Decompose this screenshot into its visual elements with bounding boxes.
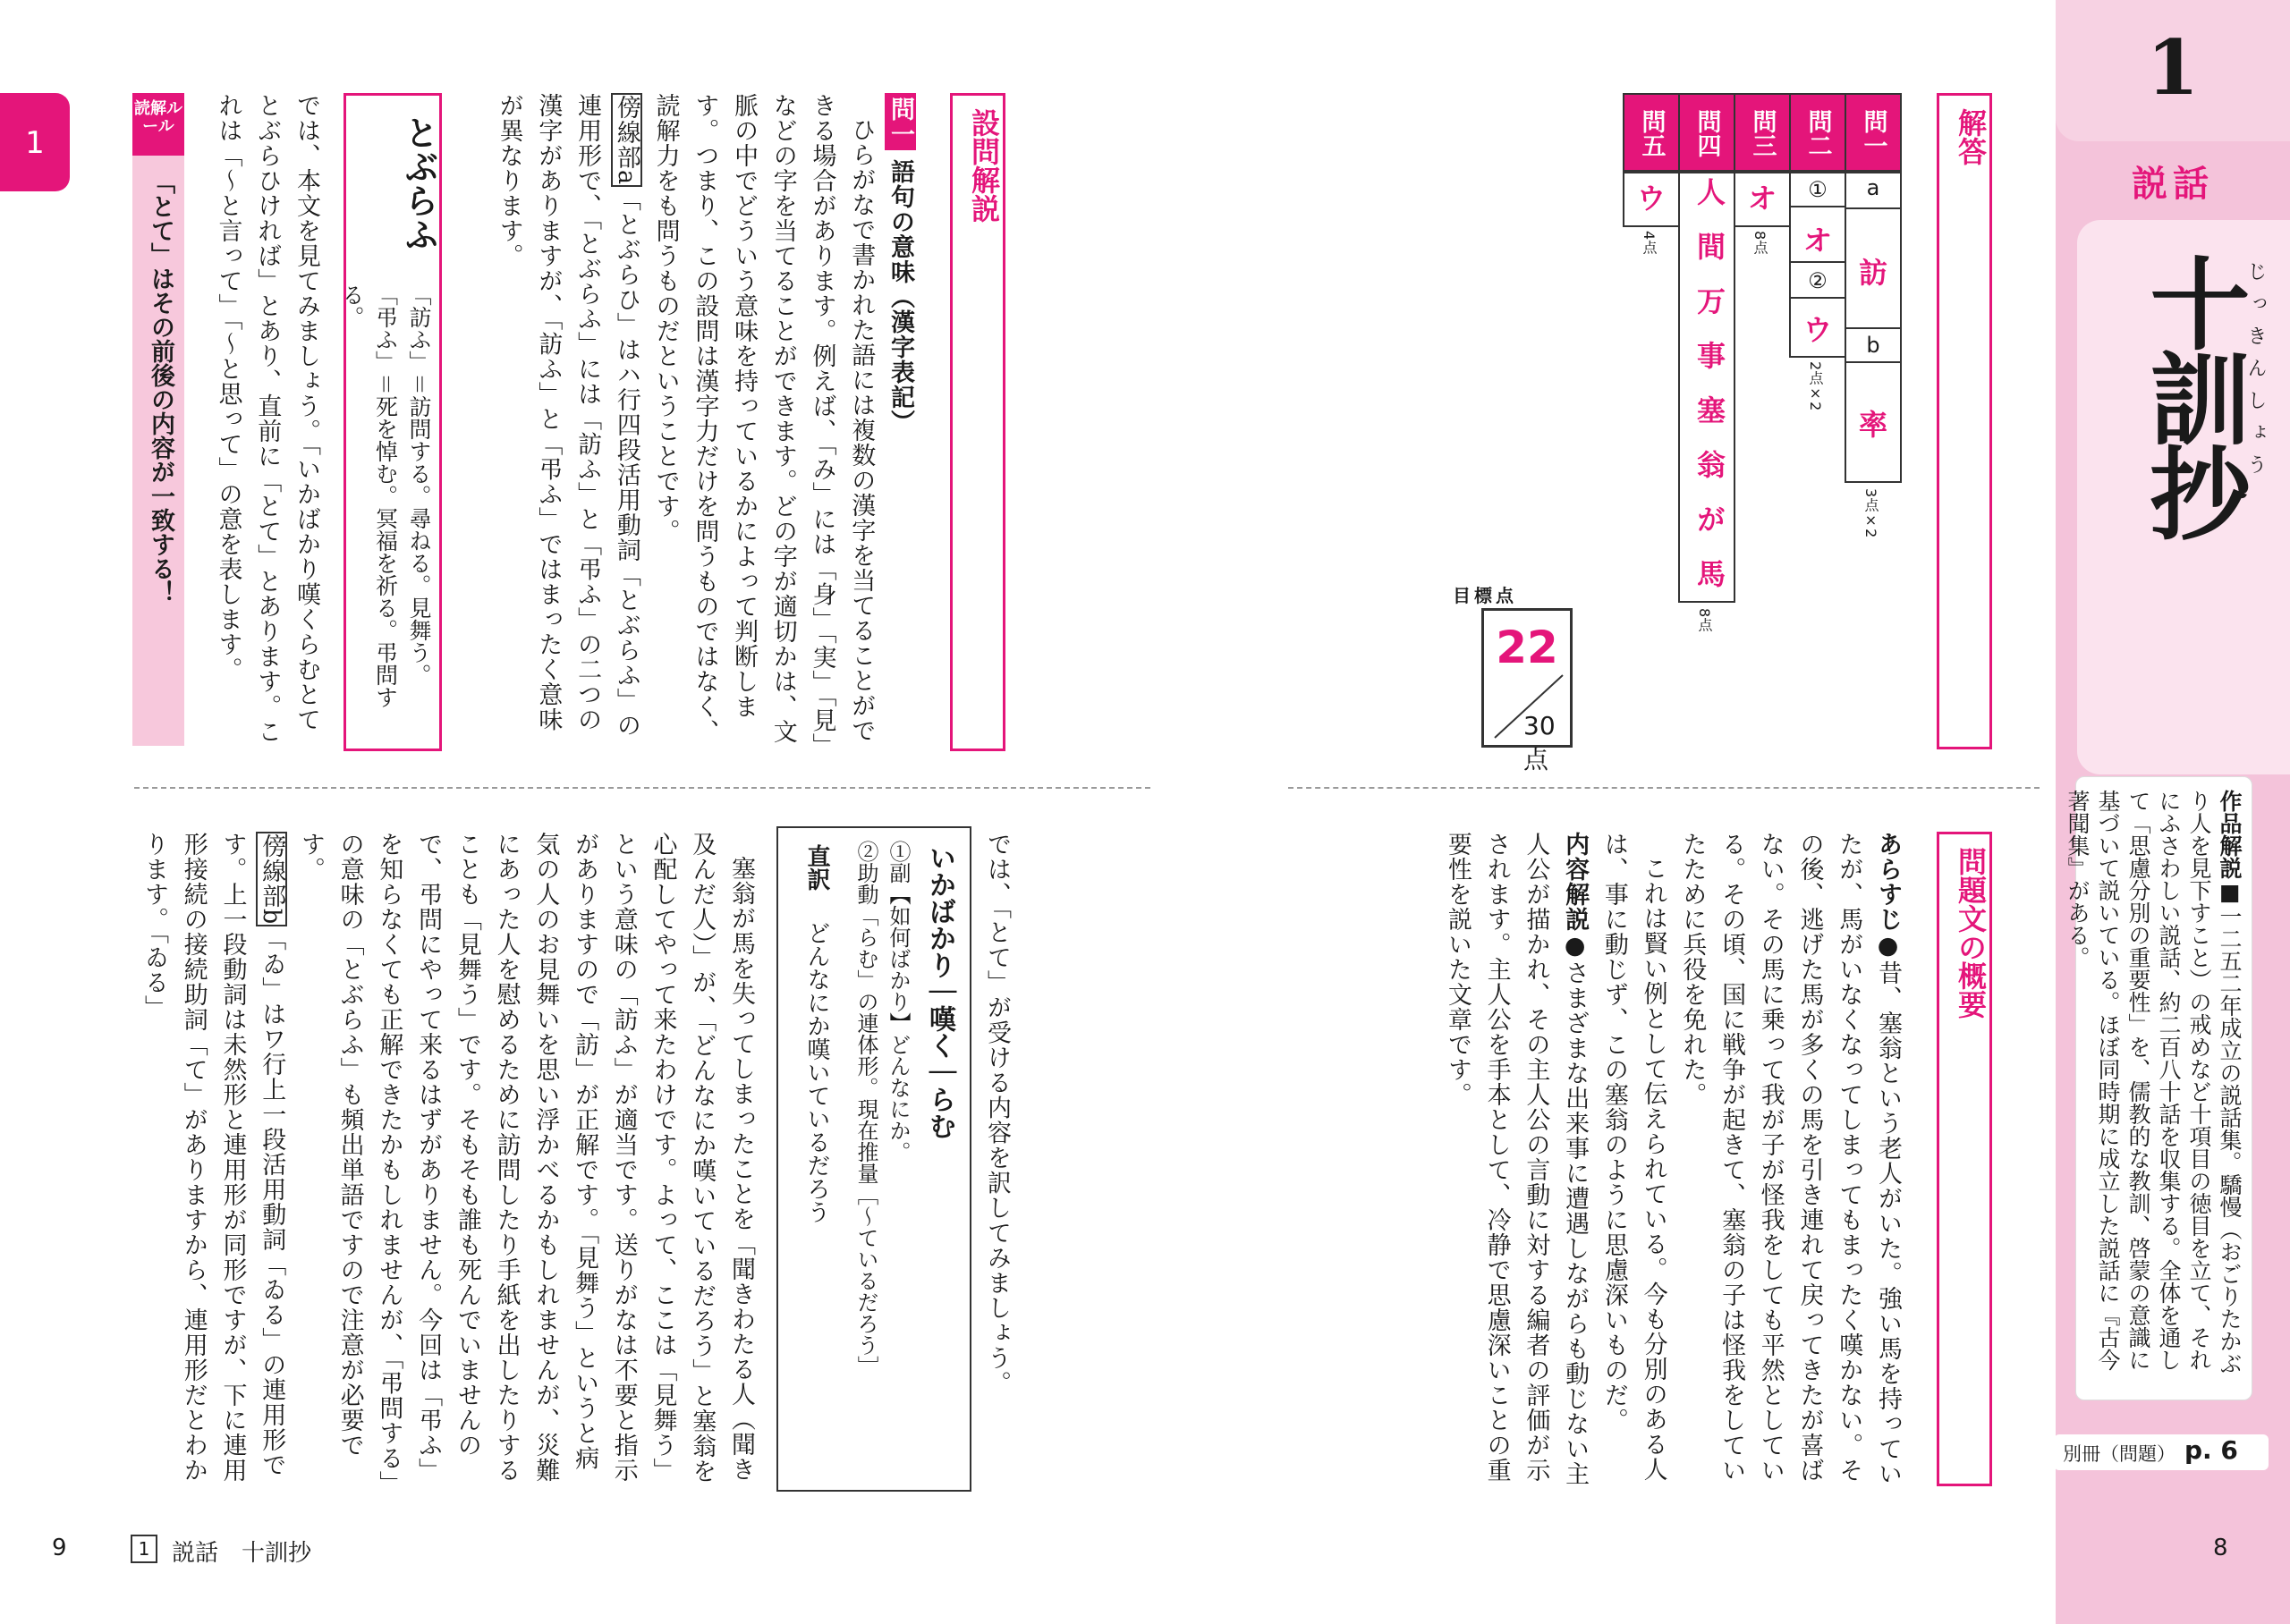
divider	[1845, 361, 1902, 363]
plot-label: あらすじ	[1874, 832, 1902, 932]
page-number-left: 9	[52, 1535, 67, 1561]
title-tab	[2077, 220, 2290, 774]
chokuyaku-label: 直訳	[803, 844, 830, 891]
toburafu-box	[339, 93, 442, 751]
q5-label: 問五	[1623, 93, 1680, 173]
chapter-number: 1	[2146, 23, 2200, 112]
toburafu-defs	[335, 283, 437, 740]
explain-para5: 塞翁が馬を失ってしまったことを「聞きわたる人（聞き及んだ人）」が、「どんなにか嘆いているだろう」と塞翁を心配してやって来たわけです。よって、ここは「見舞う」という意味の「訪ふ」が適当です。送りがなは不要と指示がありますので「訪」が正解です。「見舞う」というと病気の人のお見舞いを思い浮かべるかもしれませんが、災難にあった人を慰めるために訪問したり手紙を出したりすることも「見舞う」です。そもそも誰も死んでいませんので、弔問にやって来るはずがありません。今回は「弔ふ」を知らなくても正解できたかもしれませんが、「弔問する」の意味の「とぶらふ」も頻出単語ですので注意が必要です。	[296, 832, 755, 1484]
q2-1-label: ①	[1808, 177, 1828, 202]
explain-heading-box	[950, 93, 1005, 751]
explain-heading: 設問解説	[967, 108, 1001, 223]
bessatsu-label: 別冊（問題）	[2063, 1443, 2176, 1465]
summary-para2: これは賢い例として伝えられている。今も分別のある人は、事に動じず、この塞翁のように思慮深いものだ。	[1599, 832, 1667, 1482]
q3-points: 8点	[1751, 231, 1768, 255]
divider-left	[134, 787, 1150, 789]
q2-points: 2点×2	[1807, 361, 1824, 411]
bessatsu-page: p. 6	[2184, 1435, 2238, 1465]
work-title: 十訓抄	[2133, 252, 2251, 537]
work-note-box	[2065, 776, 2252, 1400]
divider	[1845, 207, 1902, 209]
grammar-box	[776, 826, 971, 1492]
toburafu-word: とぶらふ	[399, 115, 439, 251]
q3-label: 問三	[1734, 93, 1791, 173]
q1-a-value: 訪	[1858, 256, 1887, 290]
plot-text: ●昔、塞翁という老人がいた。強い馬を持っていたが、馬がいなくなってしまってもまったく嘆かない。その後、逃げた馬が多くの馬を引き連れて戻ってきたが喜ばない。その馬に乗って我が子が怪我をしても平然としている。その頃、国に戦争が起きて、塞翁の子は怪我をしていたために兵役を免れた。	[1678, 832, 1902, 1486]
q4-value: 人間万事塞翁が馬	[1692, 177, 1726, 613]
work-note-title: 作品解説	[2217, 790, 2243, 879]
reading-rule-box	[132, 93, 184, 746]
q4-label: 問四	[1678, 93, 1735, 173]
content-label: 内容解説	[1561, 832, 1590, 932]
q2-1-value: オ	[1802, 224, 1832, 258]
toburafu-def1: 「訪ふ」＝訪問する。尋ねる。見舞う。	[406, 283, 432, 687]
target-score: 22	[1496, 622, 1558, 673]
q1-title: 語句の意味（漢字表記）	[886, 159, 914, 436]
answer-heading-box	[1937, 93, 1992, 749]
explain-para4: では、「とて」が受ける内容を訳してみましょう。	[983, 832, 1011, 1396]
q1-badge: 問一	[885, 93, 916, 150]
q1-a-label: a	[1866, 175, 1880, 200]
gram-1: ①副【如何ばかり】どんなにか。	[886, 841, 911, 1163]
left-side-tab	[0, 93, 70, 191]
upper-explain-body	[489, 93, 920, 746]
bousen-b-label: 傍線部b	[258, 833, 286, 926]
q2-2-value: ウ	[1802, 313, 1832, 347]
explain-para2: 「とぶらひ」はハ行四段活用動詞「とぶらふ」の連用形で、「とぶらふ」には「訪ふ」と「弔ふ」の二つの漢字がありますが、「訪ふ」と「弔ふ」ではまったく意味が異なります。	[495, 93, 640, 739]
rule-label: 読解ルール	[132, 93, 184, 156]
content-text: ●さまざまな出来事に遭遇しながらも動じない主人公が描かれ、その主人公の言動に対する編者の評価が示されます。主人公を手本として、冷静で思慮深いことの重要性を説いた文章です。	[1443, 832, 1590, 1486]
divider-right	[1288, 787, 2040, 789]
footer-chapter-box: 1	[131, 1535, 157, 1563]
divider	[1789, 261, 1846, 263]
bessatsu-ref	[2054, 1434, 2269, 1470]
explain-para1: ひらがなで書かれた語には複数の漢字を当てることができる場合があります。例えば、「み」には「身」「実」「見」などの字を当てることができます。どの字が適切かは、文脈の中でどういう意味を持っているかによって判断します。つまり、この設問は漢字力だけを問うものではなく、読解力をも問うものだということです。	[651, 93, 876, 746]
page-number-right: 8	[2213, 1535, 2228, 1561]
left-side-tab-number: 1	[25, 125, 45, 161]
summary-heading-box	[1937, 832, 1992, 1486]
toburafu-def2: 「弔ふ」＝死を悼む。冥福を祈る。弔問する。	[339, 283, 399, 709]
target-label: 目標点	[1453, 585, 1517, 606]
gram-line: いかばかり｜嘆く｜らむ	[924, 844, 955, 1139]
q1-points: 3点×2	[1862, 488, 1879, 538]
q1-b-value: 率	[1858, 408, 1887, 442]
chapter-label: 説話	[2132, 164, 2214, 205]
explain-para3: では、本文を見てみましょう。「いかばかり嘆くらむとてとぶらひければ」とあり、直前に「とて」とあります。これは「～と言って」「～と思って」の意を表します。	[214, 93, 320, 744]
q4-points: 8点	[1696, 608, 1713, 632]
chapter-tab	[2056, 0, 2290, 141]
chokuyaku-text: どんなにか嘆いているだろう	[803, 921, 830, 1223]
q1-label: 問一	[1845, 93, 1902, 173]
q5-points: 4点	[1641, 231, 1658, 255]
q2-2-label: ②	[1808, 268, 1828, 293]
rule-text: 「とて」はその前後の内容が一致する！	[147, 170, 174, 605]
q5-value: ウ	[1623, 170, 1680, 227]
divider	[1845, 327, 1902, 329]
q2-label: 問二	[1789, 93, 1846, 173]
q1-b-label: b	[1866, 333, 1880, 358]
footer-text: 説話 十訓抄	[172, 1540, 312, 1567]
divider	[1789, 206, 1846, 207]
divider	[1789, 297, 1846, 299]
summary-heading: 問題文の概要	[1954, 847, 1988, 1019]
explain-para6: 「ゐ」はワ行上一段活用動詞「ゐる」の連用形です。上一段動詞は未然形と連用形が同形ですが、下に連用形接続の接続助詞「て」がありますから、連用形だとわかります。「ゐる」	[140, 832, 286, 1483]
lower-explain-body	[134, 832, 760, 1490]
gram-2: ②助動「らむ」の連体形。現在推量［～ているだろう］	[853, 841, 878, 1377]
work-note-body: ■一二五二年成立の説話集。驕慢（おごりたかぶり人を見下すこと）の戒めなど十項目の徳目を立て、それにふさわしい説話、約二百八十話を収集する。全体を通して「思慮分別の重要性」を、儒教的な教訓、啓蒙の意識に基づいて説いている。ほぼ同時期に成立した説話に『古今著聞集』がある。	[2065, 790, 2243, 1374]
target-total: 30点	[1523, 711, 1556, 774]
q3-value: オ	[1734, 170, 1791, 227]
summary-body	[1438, 832, 1907, 1490]
target-box	[1481, 608, 1573, 774]
gram-notes	[850, 841, 914, 1467]
work-note	[2062, 790, 2244, 1389]
bousen-a-label: 傍線部a	[612, 95, 640, 186]
answer-heading: 解答	[1954, 108, 1988, 165]
work-title-ruby: じっきんしょう	[2244, 261, 2267, 486]
